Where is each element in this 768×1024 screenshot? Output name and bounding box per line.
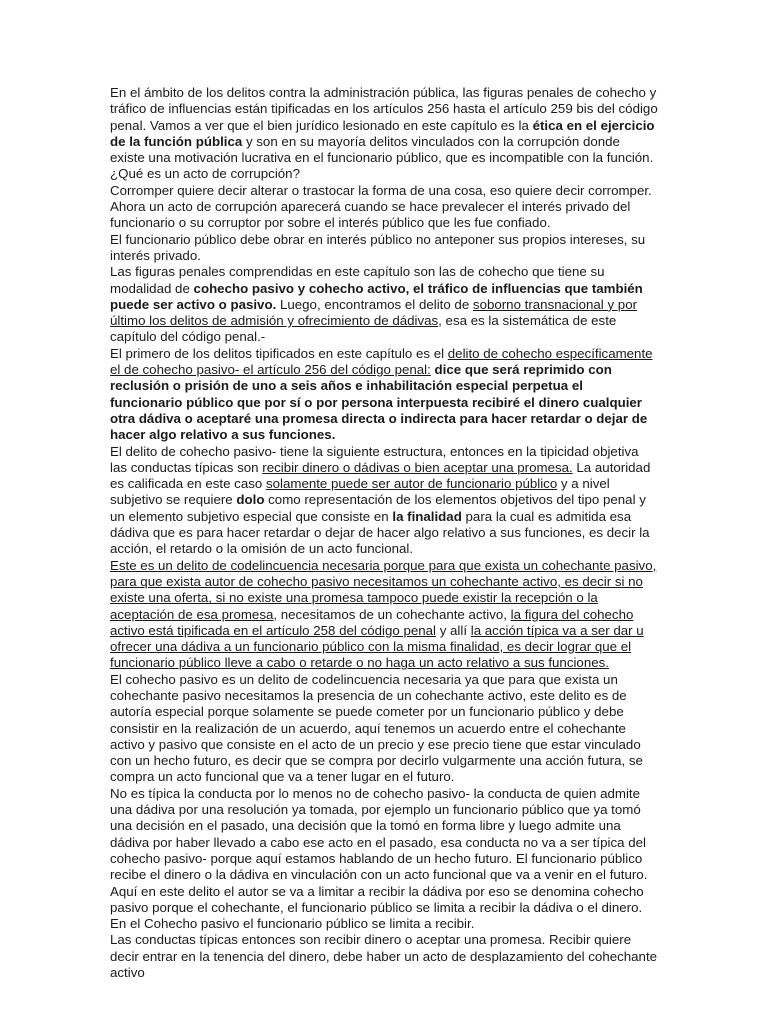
bold-text: la finalidad — [392, 508, 462, 524]
paragraph — [110, 85, 658, 166]
text-run: y son en su mayoría delitos vinculados con la corrupción donde existe una motivación lucrativa en el funcionario público, que es incompatible con la función. — [110, 133, 654, 166]
text-run: El funcionario público debe obrar en interés público no anteponer sus propios intereses, su interés privado. — [110, 231, 646, 263]
paragraph — [110, 884, 658, 917]
paragraph — [110, 786, 658, 884]
underlined-text: solamente puede ser autor de funcionario público — [265, 476, 558, 492]
paragraph — [110, 444, 658, 558]
text-run: Corromper quiere decir alterar o trastocar la forma de una cosa, eso quiere decir corromper. Ahora un acto de corrupción aparecerá cuando se hace prevalecer el interés privado del funcionario o su corruptor por sobre el interés público que les fue confiado. — [110, 182, 652, 231]
text-run: necesitamos de un cohechante activo, — [277, 606, 511, 622]
bold-text: dolo — [236, 492, 265, 508]
document-body — [110, 85, 658, 981]
text-run: y allí — [436, 622, 471, 638]
text-run: El cohecho pasivo es un delito de codelincuencia necesaria ya que para que exista un cohechante pasivo necesitamos la presencia de un cohechante activo, este delito es de autoría especial porque solamente se puede cometer por un funcionario público y debe consistir en la realización de un acuerdo, aquí tenemos un acuerdo entre el cohechante activo y pasivo que consiste en el acto de un precio y ese precio tiene que estar vinculado con un hecho futuro, es decir que se compra por decirlo vulgarmente una acción futura, se compra un acto funcional que va a tener lugar en el futuro. — [110, 671, 643, 785]
bold-text: dice que será reprimido con reclusión o prisión de uno a seis años e inhabilitación especial perpetua el funcionario público que por sí o por persona interpuesta recibiré el dinero cualquier otra dádiva o aceptaré una promesa directa o indirecta para hacer retardar o dejar de hacer algo relativo a sus funciones. — [110, 362, 648, 443]
paragraph — [110, 672, 658, 786]
underlined-text: Este es un delito de codelincuencia necesaria porque para que exista un cohechante pasivo, para que exista autor de cohecho pasivo necesitamos un cohechante activo, es decir si no existe una oferta, si no existe una promesa tampoco puede existir la recepción o la aceptación de esa promesa, — [110, 557, 657, 622]
text-run: No es típica la conducta por lo menos no de cohecho pasivo- la conducta de quien admite una dádiva por una resolución ya tomada, por ejemplo un funcionario público que ya tomó una decisión en el pasado, una decisión que la tomó en forma libre y luego admite una dádiva por haber llevado a cabo ese acto en el pasado, esa conducta no va a ser típica del cohecho pasivo- porque aquí estamos hablando de un hecho futuro. El funcionario público recibe el dinero o la dádiva en vinculación con un acto funcional que va a venir en el futuro. — [110, 785, 648, 883]
paragraph — [110, 183, 658, 232]
paragraph — [110, 558, 658, 672]
text-run: y a nivel subjetivo se requiere — [110, 476, 610, 508]
underlined-text: soborno transnacional y por último los delitos de admisión y ofrecimiento de dádivas — [110, 296, 638, 329]
text-run: para la cual es admitida esa dádiva que es para hacer retardar o dejar de hacer algo relativo a sus funciones, es decir la acción, el retardo o la omisión de un acto funcional. — [110, 508, 650, 557]
text-run: Aquí en este delito el autor se va a limitar a recibir la dádiva por eso se denomina cohecho pasivo porque el cohechante, el funcionario público se limita a recibir la dádiva o el dinero. — [110, 883, 644, 915]
paragraph — [110, 346, 658, 444]
text-run: , esa es la sistemática de este capítulo del código penal.- — [110, 313, 617, 345]
paragraph — [110, 932, 658, 981]
text-run: El delito de cohecho pasivo- tiene la siguiente estructura, entonces en la tipicidad objetiva las conductas típicas son — [110, 443, 639, 475]
underlined-text: delito de cohecho específicamente el de cohecho pasivo- el artículo 256 del código penal: — [110, 345, 653, 378]
text-run: Las conductas típicas entonces son recibir dinero o aceptar una promesa. Recibir quiere decir entrar en la tenencia del dinero, debe haber un acto de desplazamiento del cohechante activo — [110, 932, 658, 981]
paragraph — [110, 264, 658, 345]
paragraph-question — [110, 166, 658, 182]
text-run: En el ámbito de los delitos contra la administración pública, las figuras penales de cohecho y tráfico de influencias están tipificadas en los artículos 256 hasta el artículo 259 bis del código penal. Vamos a ver que el bien jurídico lesionado en este capítulo es la — [110, 85, 658, 133]
underlined-text: la acción típica va a ser dar u ofrecer una dádiva a un funcionario público con la misma finalidad, es decir lograr que el funcionario público lleve a cabo o retarde o no haga un acto relativo a sus funciones. — [110, 622, 644, 671]
bold-text: cohecho pasivo y cohecho activo, el tráfico de influencias que también puede ser activo o pasivo. — [110, 280, 643, 312]
text-run: ¿Qué es un acto de corrupción? — [110, 166, 300, 182]
text-run: Las figuras penales comprendidas en este capítulo son las de cohecho que tiene su modalidad de — [110, 264, 605, 296]
text-run: En el Cohecho pasivo el funcionario público se limita a recibir. — [110, 916, 475, 932]
text-run: El primero de los delitos tipificados en este capítulo es el — [110, 345, 448, 361]
paragraph — [110, 916, 658, 932]
bold-text: ética en el ejercicio de la función pública — [110, 117, 655, 149]
underlined-text: recibir dinero o dádivas o bien aceptar una promesa. — [262, 459, 573, 475]
text-run: La autoridad es calificada en este caso — [110, 459, 651, 492]
underlined-text: la figura del cohecho activo está tipificada en el artículo 258 del código penal — [110, 606, 634, 638]
paragraph — [110, 232, 658, 265]
text-run: Luego, encontramos el delito de — [276, 296, 473, 312]
text-run: como representación de los elementos objetivos del tipo penal y un elemento subjetivo especial que consiste en — [110, 492, 646, 524]
